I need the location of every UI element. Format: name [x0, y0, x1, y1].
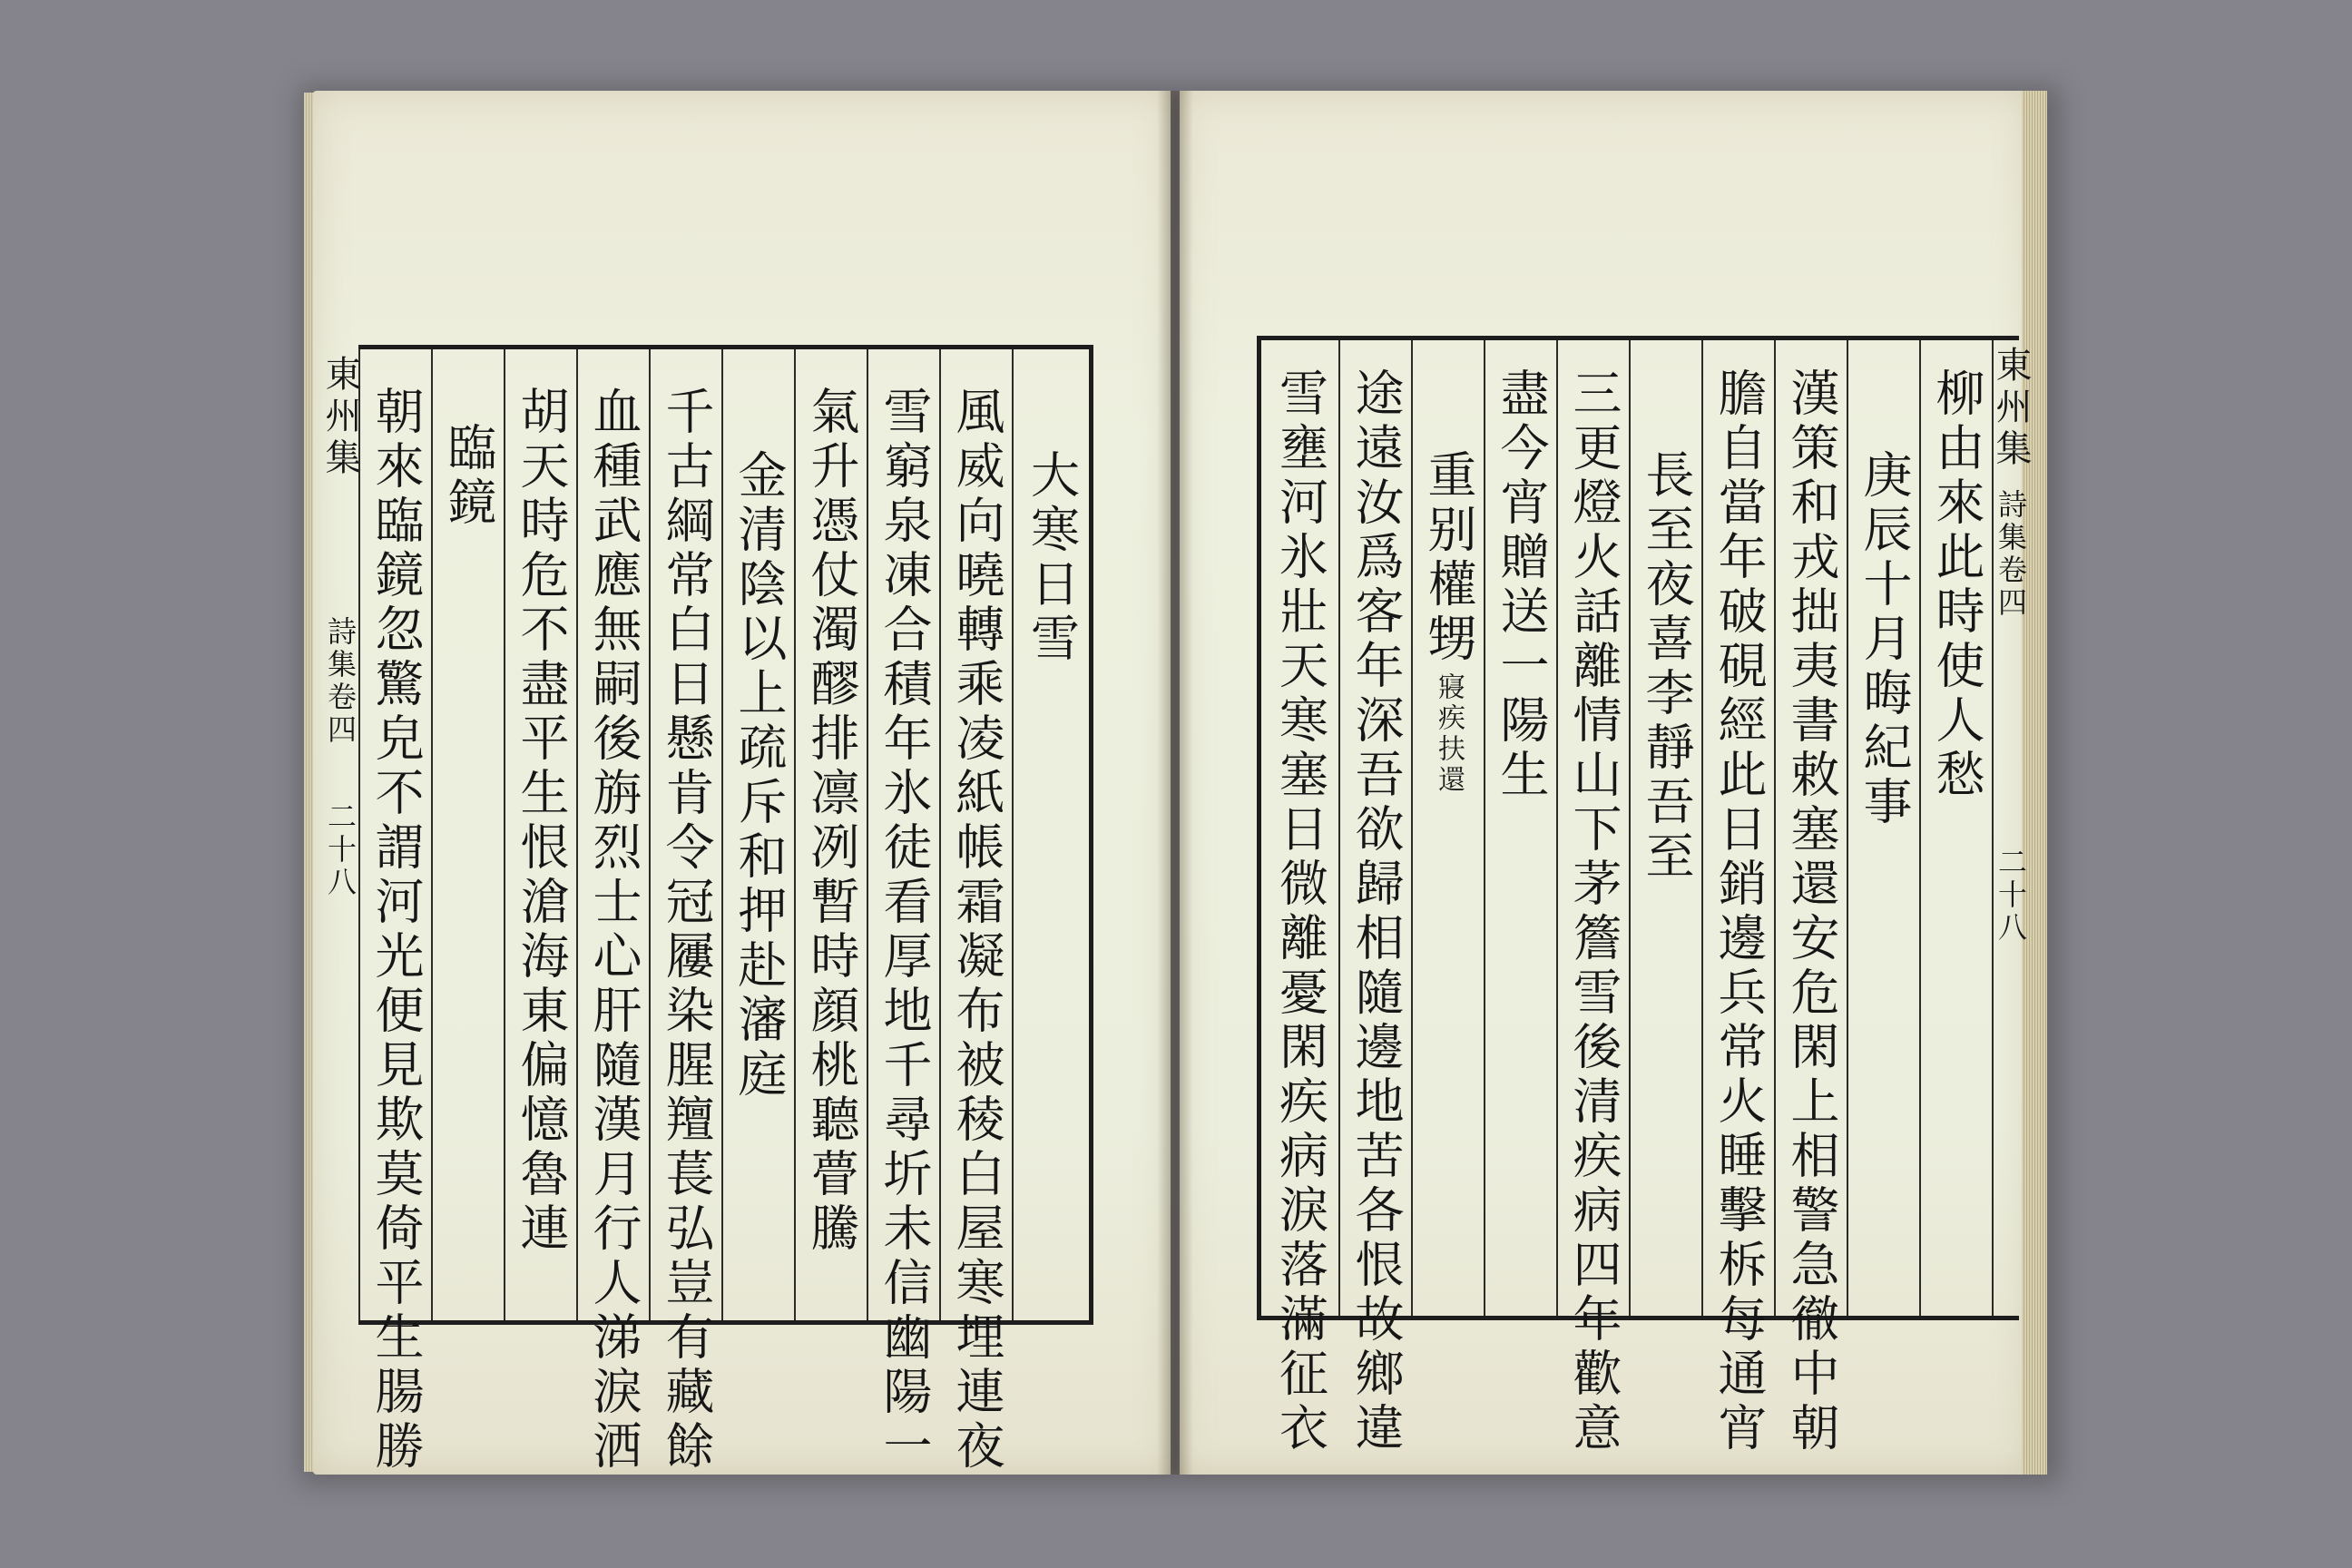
- poem-column: 雪窮泉凍合積年氷徒看厚地千尋圻未信幽陽一: [867, 349, 939, 1320]
- poem-note-column: 金清陰以上疏斥和押赴瀋庭: [721, 349, 794, 1320]
- right-margin-column: [1990, 340, 2032, 1316]
- poem-column: 氣升憑仗濁醪排凛冽暫時顔桃聽瞢騰: [794, 349, 867, 1320]
- margin-volume: 詩集卷四: [1994, 489, 2028, 620]
- poem-column: 盡今宵贈送一陽生: [1484, 340, 1556, 1316]
- left-margin-column: [319, 349, 361, 1320]
- left-text-frame: [319, 345, 1093, 1475]
- poem-column: 朝來臨鏡忽驚皃不謂河光便見欺莫倚平生腸勝: [358, 349, 431, 1320]
- poem-title-column: 臨鏡: [431, 349, 504, 1320]
- margin-page: 二十八: [323, 801, 358, 899]
- margin-title: 東州集: [319, 355, 361, 480]
- margin-title: 東州集: [1990, 346, 2032, 471]
- poem-column: 三更燈火話離情山下茅簷雪後清疾病四年歡意: [1556, 340, 1629, 1316]
- poem-title-note: 寢疾扶還: [1433, 672, 1465, 796]
- poem-column: 血種武應無嗣後旃烈士心肝隨漢月行人涕淚洒: [576, 349, 649, 1320]
- poem-column: 漢策和戎拙夷書敕塞還安危閑上相警急徹中朝: [1774, 340, 1847, 1316]
- right-text-frame: [1257, 336, 2032, 1456]
- poem-column: 風威向曉轉乘凌紙帳霜凝布被稜白屋寒埋連夜: [939, 349, 1012, 1320]
- poem-column: 膽自當年破硯經此日銷邊兵常火睡擊柝每通宵: [1701, 340, 1774, 1316]
- poem-column: 柳由來此時使人愁: [1919, 340, 1992, 1316]
- poem-column: 途遠汝爲客年深吾欲歸相隨邊地苦各恨故鄉違: [1338, 340, 1411, 1316]
- poem-title-column: 長至夜喜李靜吾至: [1629, 340, 1701, 1316]
- book-gutter: [1157, 91, 1193, 1475]
- poem-title-column: 庚辰十月晦紀事: [1847, 340, 1919, 1316]
- poem-title-column: 重别權甥 寢疾扶還: [1411, 340, 1484, 1316]
- poem-column: 雪壅河氷壯天寒塞日微離憂閑疾病淚落滿征衣: [1271, 368, 1329, 1456]
- poem-column: 千古綱常白日懸肯令冠屨染腥羶萇弘豈有藏餘: [649, 349, 721, 1320]
- margin-page: 二十八: [1994, 847, 2028, 945]
- margin-volume: 詩集卷四: [323, 616, 358, 747]
- poem-column: 胡天時危不盡平生恨滄海東偏憶魯連: [504, 349, 576, 1320]
- poem-title-column: 大寒日雪: [1012, 349, 1089, 1320]
